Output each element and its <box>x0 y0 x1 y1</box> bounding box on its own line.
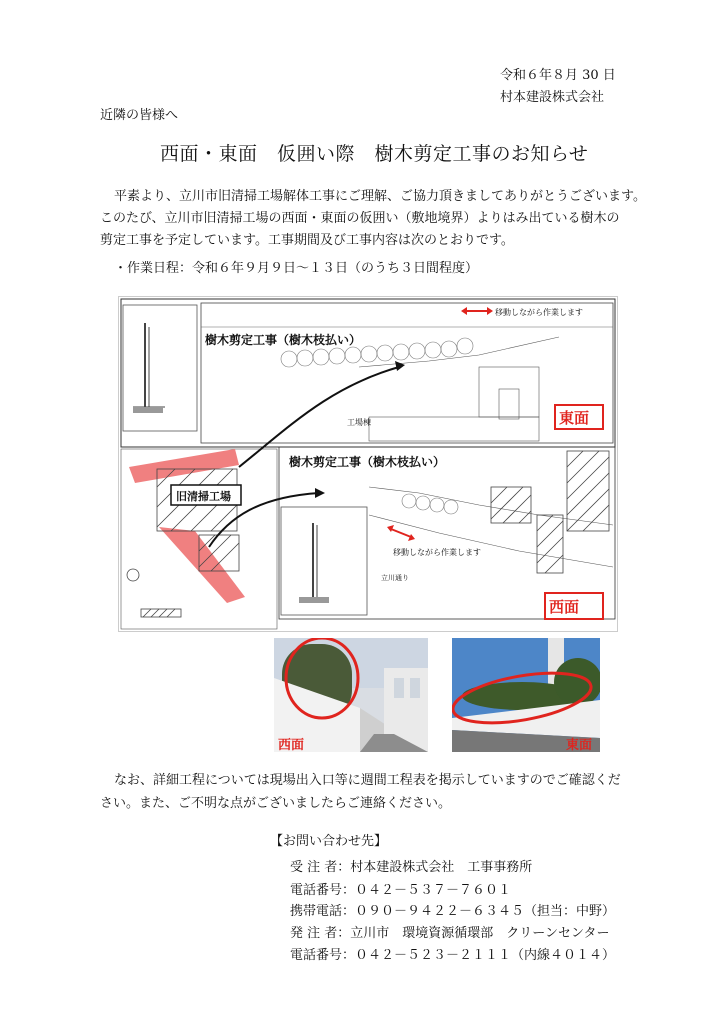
map-label-bottom: 樹木剪定工事（樹木枝払い） <box>289 455 446 469</box>
page-title: 西面・東面 仮囲い際 樹木剪定工事のお知らせ <box>160 143 589 165</box>
mobile-label: 携帯電話： <box>290 904 356 919</box>
photo-east <box>452 638 600 752</box>
company-name: 村本建設株式会社 <box>500 90 605 105</box>
client-phone-value: ０４２－５２３－２１１１（内線４０１４） <box>355 948 616 963</box>
closing-line-1: なお、詳細工程については現場出入口等に週間工程表を掲示していますのでご確認くだ <box>114 773 621 788</box>
map-street-label: 立川通り <box>381 574 409 582</box>
map-moving-bottom: 移動しながら作業します <box>393 548 481 557</box>
date: 令和６年８月 30 日 <box>500 68 616 83</box>
contractor-value: 村本建設株式会社 工事事務所 <box>350 860 533 875</box>
contractor-row <box>290 858 532 877</box>
mobile-row <box>290 902 615 921</box>
client-phone-label: 電話番号： <box>290 948 356 963</box>
photo-east-label: 東面 <box>566 738 593 752</box>
greeting: 近隣の皆様へ <box>100 108 179 123</box>
contractor-label: 受 注 者： <box>290 860 351 875</box>
client-label: 発 注 者： <box>290 926 351 941</box>
map-moving-top: 移動しながら作業します <box>495 308 583 317</box>
map-label-top: 樹木剪定工事（樹木枝払い） <box>205 333 362 347</box>
map-factory-label: 工場棟 <box>347 418 371 427</box>
client-value: 立川市 環境資源循環部 クリーンセンター <box>350 926 610 941</box>
contact-heading: 【お問い合わせ先】 <box>270 834 388 849</box>
schedule: ・作業日程：令和６年９月９日～１３日（のうち３日間程度） <box>114 261 479 276</box>
mobile-value: ０９０－９４２２－６３４５（担当：中野） <box>355 904 616 919</box>
phone-label: 電話番号： <box>290 883 356 898</box>
body-line-1: 平素より、立川市旧清掃工場解体工事にご理解、ご協力頂きましてありがとうございます。 <box>114 189 646 204</box>
map-old-plant-label: 旧清掃工場 <box>176 490 231 503</box>
site-map <box>118 296 618 632</box>
body-line-2: このたび、立川市旧清掃工場の西面・東面の仮囲い（敷地境界）よりはみ出ている樹木の <box>100 211 620 226</box>
phone-value: ０４２－５３７－７６０１ <box>355 883 512 898</box>
body-line-3: 剪定工事を予定しています。工事期間及び工事内容は次のとおりです。 <box>100 233 514 248</box>
photo-west <box>274 638 428 752</box>
phone-row <box>290 881 511 900</box>
photo-west-label: 西面 <box>278 738 305 752</box>
map-west-label: 西面 <box>549 598 580 616</box>
client-phone-row <box>290 946 615 965</box>
closing-line-2: さい。また、ご不明な点がございましたらご連絡ください。 <box>100 796 452 811</box>
map-east-label: 東面 <box>559 409 590 427</box>
client-row <box>290 924 610 943</box>
